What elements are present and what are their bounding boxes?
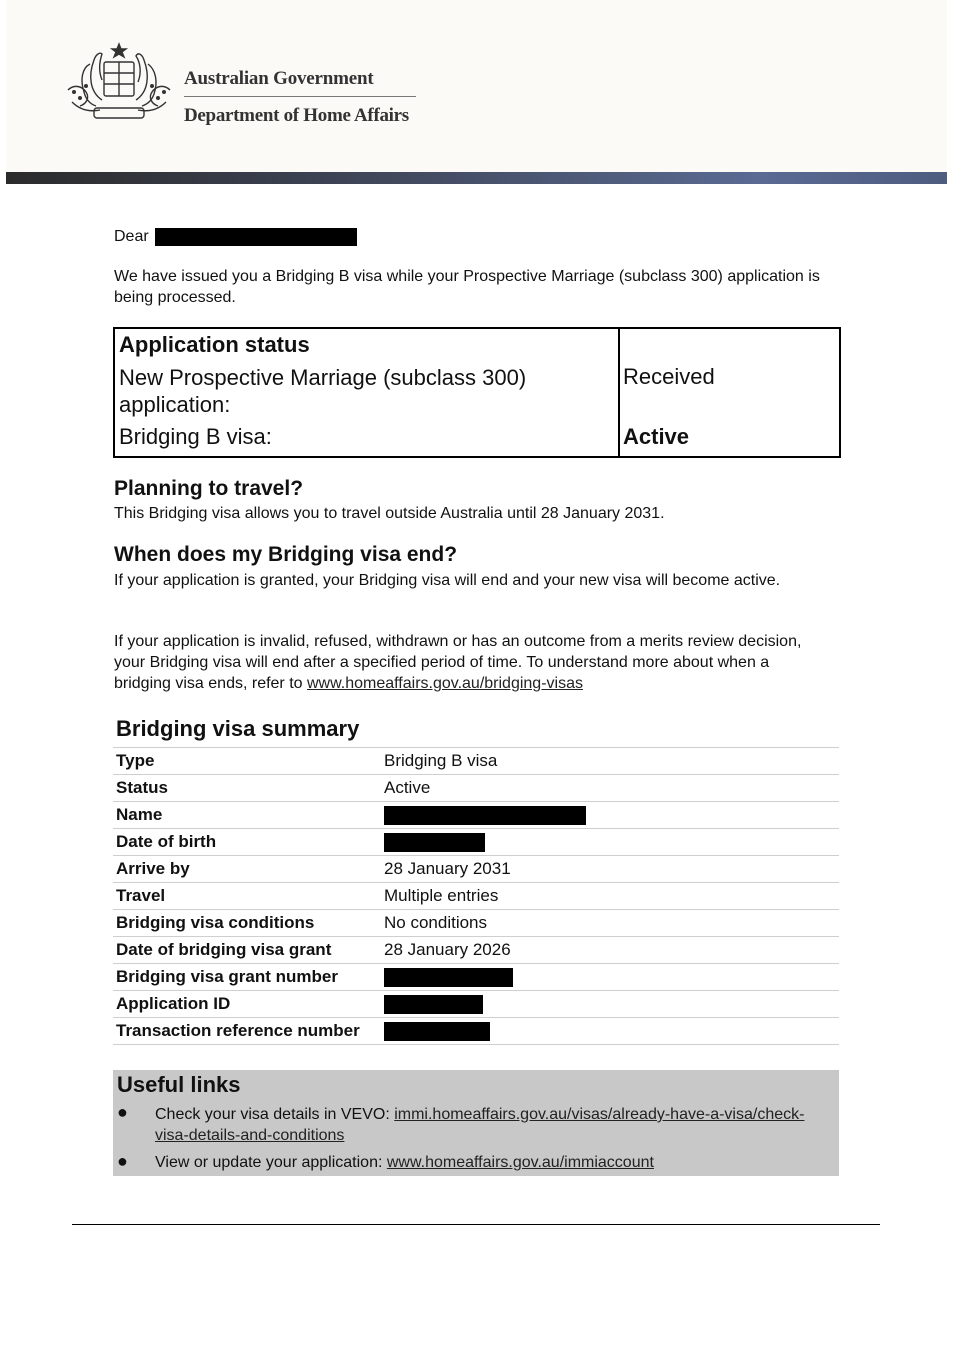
vevo-link[interactable]: immi.homeaffairs.gov.au/visas/already-have-a-visa/check-visa-details-and-conditions — [155, 1106, 805, 1144]
immiaccount-link[interactable]: www.homeaffairs.gov.au/immiaccount — [386, 1154, 654, 1171]
agency-name: Australian Government — [184, 68, 374, 89]
travel-text: This Bridging visa allows you to travel outside Australia until 28 January 2031. — [114, 505, 665, 522]
status-row-value: Received — [623, 364, 715, 389]
bridging-visas-link[interactable]: www.homeaffairs.gov.au/bridging-visas — [307, 675, 583, 692]
summary-value: 28 January 2026 — [381, 937, 839, 964]
table-row — [113, 964, 839, 991]
bullet-icon: ● — [117, 1151, 128, 1171]
intro-paragraph: We have issued you a Bridging B visa while your Prospective Marriage (subclass 300) application is being processed. — [114, 268, 820, 306]
list-item — [155, 1152, 825, 1173]
summary-value — [381, 1018, 839, 1045]
status-row-label: New Prospective Marriage (subclass 300) application: — [119, 365, 527, 417]
summary-key: Type — [113, 748, 381, 775]
summary-key: Bridging visa grant number — [113, 964, 381, 991]
status-row-label: Bridging B visa: — [119, 424, 272, 449]
table-row — [113, 991, 839, 1018]
summary-value: 28 January 2031 — [381, 856, 839, 883]
summary-key: Bridging visa conditions — [113, 910, 381, 937]
table-row — [113, 748, 839, 775]
visa-end-heading: When does my Bridging visa end? — [114, 543, 458, 566]
summary-key: Travel — [113, 883, 381, 910]
redacted-name — [384, 806, 586, 825]
salutation-line — [114, 226, 834, 247]
summary-key: Status — [113, 775, 381, 802]
table-row — [113, 910, 839, 937]
summary-value — [381, 829, 839, 856]
table-row — [113, 775, 839, 802]
summary-table — [113, 747, 839, 1045]
redacted-date-of-birth — [384, 833, 485, 852]
visa-end-text: If your application is invalid, refused, withdrawn or has an outcome from a merits review decision, your Bridging visa will end after a specified period of time. To understand more about when a bridging visa ends, refer to — [114, 633, 802, 692]
summary-key: Date of birth — [113, 829, 381, 856]
redacted-transaction-reference — [384, 1022, 490, 1041]
link-description: Check your visa details in VEVO: — [155, 1106, 390, 1123]
summary-key: Transaction reference number — [113, 1018, 381, 1045]
header-band — [6, 172, 947, 184]
letterhead — [6, 0, 947, 172]
summary-key: Arrive by — [113, 856, 381, 883]
summary-key: Date of bridging visa grant — [113, 937, 381, 964]
coat-of-arms-icon — [60, 40, 178, 128]
summary-key: Name — [113, 802, 381, 829]
header-divider — [184, 96, 416, 97]
table-row — [113, 883, 839, 910]
application-status-box — [113, 327, 841, 458]
footer-divider — [72, 1224, 880, 1225]
table-row — [113, 802, 839, 829]
summary-value: Bridging B visa — [381, 748, 839, 775]
redacted-grant-number — [384, 968, 513, 987]
bullet-icon: ● — [117, 1102, 128, 1122]
redacted-application-id — [384, 995, 483, 1014]
travel-heading: Planning to travel? — [114, 477, 304, 500]
summary-key: Application ID — [113, 991, 381, 1018]
table-row — [113, 829, 839, 856]
visa-end-paragraph-2 — [114, 631, 814, 694]
list-item — [155, 1104, 825, 1146]
department-name: Department of Home Affairs — [184, 105, 409, 126]
summary-value — [381, 802, 839, 829]
table-row — [113, 856, 839, 883]
visa-end-paragraph-1: If your application is granted, your Bridging visa will end and your new visa will become active. — [114, 572, 781, 589]
useful-links-box — [113, 1070, 839, 1176]
summary-value: Multiple entries — [381, 883, 839, 910]
salutation: Dear — [114, 228, 149, 245]
useful-links-title: Useful links — [117, 1072, 241, 1097]
summary-title: Bridging visa summary — [116, 716, 360, 741]
status-row-value: Active — [623, 424, 690, 449]
summary-value: Active — [381, 775, 839, 802]
table-row — [113, 937, 839, 964]
summary-value: No conditions — [381, 910, 839, 937]
table-row — [113, 1018, 839, 1045]
column-divider — [618, 329, 620, 456]
redacted-recipient-name — [155, 228, 357, 246]
application-status-title: Application status — [119, 332, 310, 357]
summary-value — [381, 991, 839, 1018]
link-description: View or update your application: — [155, 1154, 383, 1171]
summary-value — [381, 964, 839, 991]
